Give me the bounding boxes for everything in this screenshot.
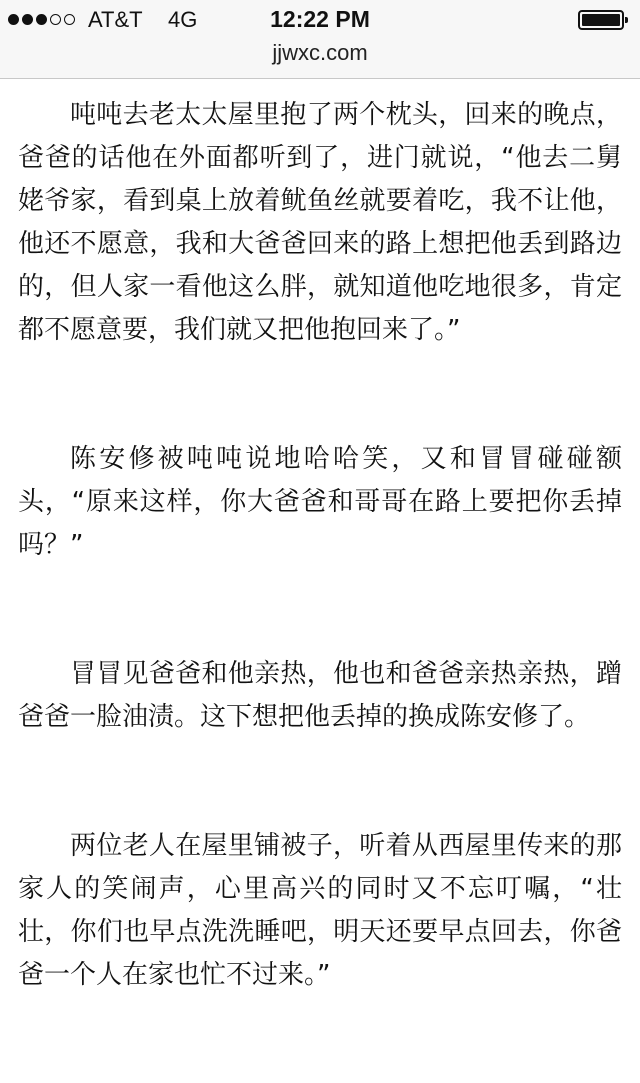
address-bar[interactable] [0, 40, 640, 79]
battery-icon [578, 10, 624, 30]
network-type: 4G [168, 7, 198, 32]
paragraph: 两位老人在屋里铺被子，听着从西屋里传来的那家人的笑闹声，心里高兴的同时又不忘叮嘱，“壮壮，你们也早点洗洗睡吧，明天还要早点回去，你爸爸一个人在家也忙不过来。” [18, 831, 622, 990]
paragraph: 吨吨去老太太屋里抱了两个枕头，回来的晚点，爸爸的话他在外面都听到了，进门就说，“他去二舅姥爷家，看到桌上放着鱿鱼丝就要着吃，我不让他，他还不愿意，我和大爸爸回来的路上想把他丢到路边的，但人家一看他这么胖，就知道他吃地很多，肯定都不愿意要，我们就又把他抱回来了。” [18, 100, 622, 345]
paragraph: 陈安修被吨吨说地哈哈笑，又和冒冒碰碰额头，“原来这样，你大爸爸和哥哥在路上要把你丢掉吗？” [18, 444, 622, 560]
carrier-name: AT&T [88, 7, 143, 32]
paragraph: 冒冒见爸爸和他亲热，他也和爸爸亲热亲热，蹭爸爸一脸油渍。这下想把他丢掉的换成陈安修了。 [18, 659, 622, 732]
clock: 12:22 PM [270, 6, 370, 32]
article-body [18, 94, 622, 1083]
url-text[interactable]: jjwxc.com [272, 40, 368, 65]
status-bar [0, 0, 640, 40]
